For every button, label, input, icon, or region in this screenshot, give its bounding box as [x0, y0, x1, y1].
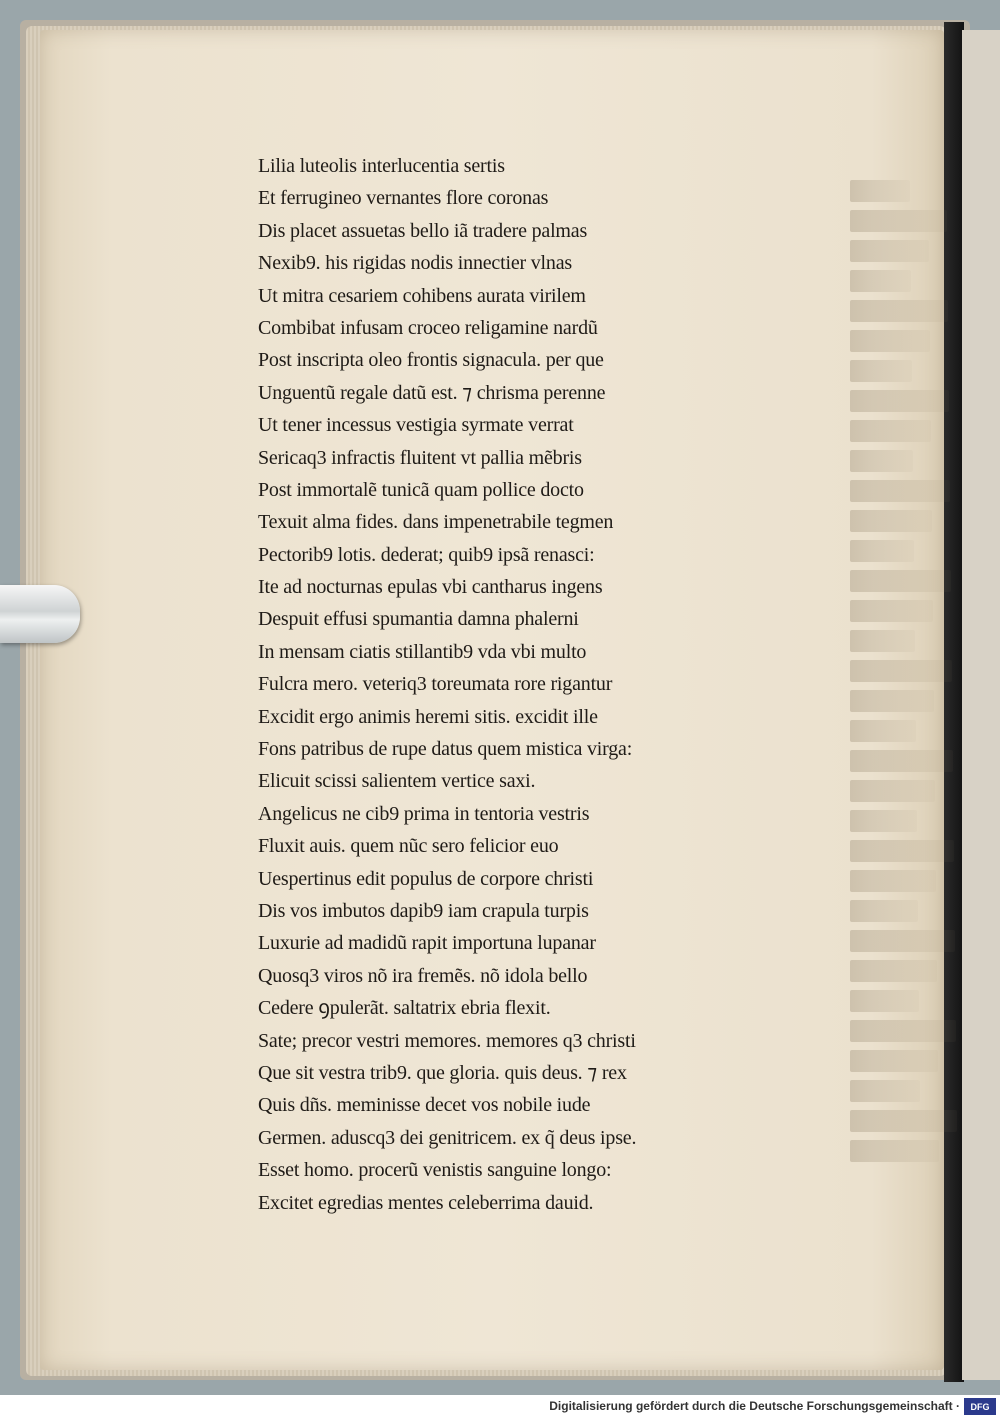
verse-line: Excitet egredias mentes celeberrima dauid.	[258, 1191, 594, 1214]
verse-line: Fulcra mero. veteriq3 toreumata rore rigantur	[258, 673, 613, 696]
bleed-mark	[850, 210, 947, 232]
verse-line: Dis placet assuetas bello iã tradere palmas	[258, 219, 588, 242]
verse-line: Et ferrugineo vernantes flore coronas	[258, 187, 549, 210]
bleed-mark	[850, 540, 914, 562]
verse-line: Fluxit auis. quem nũc sero felicior euo	[258, 835, 559, 858]
verse-line: Luxurie ad madidũ rapit importuna lupanar	[258, 932, 596, 955]
verse-line: Que sit vestra trib9. que gloria. quis deus. ⁊ rex	[258, 1061, 627, 1084]
bleed-mark	[850, 180, 910, 202]
verse-line: Post immortalẽ tunicã quam pollice docto	[258, 478, 584, 501]
verse-line: Ut tener incessus vestigia syrmate verrat	[258, 414, 574, 437]
verse-line: Germen. aduscq3 dei genitricem. ex q̃ deus ipse.	[258, 1126, 637, 1149]
bleed-mark	[850, 480, 950, 502]
bleed-mark	[850, 300, 948, 322]
verse-line: Fons patribus de rupe datus quem mistica virga:	[258, 738, 633, 761]
bleed-mark	[850, 810, 917, 832]
verse-line: Ite ad nocturnas epulas vbi cantharus ingens	[258, 576, 603, 599]
bleed-mark	[850, 1140, 939, 1162]
verse-line: Esset homo. procerũ venistis sanguine longo:	[258, 1159, 612, 1182]
bleed-mark	[850, 900, 918, 922]
verse-line: Dis vos imbutos dapib9 iam crapula turpis	[258, 899, 589, 922]
verse-line: Combibat infusam croceo religamine nardũ	[258, 316, 598, 339]
bleed-mark	[850, 720, 916, 742]
verse-block	[258, 150, 778, 1219]
verse-line: Uespertinus edit populus de corpore christi	[258, 867, 594, 890]
verse-line: Sate; precor vestri memores. memores q3 christi	[258, 1029, 636, 1052]
verse-line: Texuit alma fides. dans impenetrabile tegmen	[258, 511, 614, 534]
verse-line: In mensam ciatis stillantib9 vda vbi multo	[258, 640, 587, 663]
verse-line: Elicuit scissi salientem vertice saxi.	[258, 770, 536, 793]
page-clip	[0, 585, 80, 643]
bleed-mark	[850, 690, 934, 712]
bleed-mark	[850, 930, 955, 952]
bleed-mark	[850, 750, 953, 772]
bleed-mark	[850, 390, 949, 412]
bleed-mark	[850, 1080, 920, 1102]
verse-line: Nexib9. his rigidas nodis innectier vlnas	[258, 252, 572, 275]
bleed-mark	[850, 780, 935, 802]
bleed-mark	[850, 240, 929, 262]
bleed-mark	[850, 660, 952, 682]
verse-line: Ut mitra cesariem cohibens aurata virilem	[258, 284, 586, 307]
verse-line: Quis dñs. meminisse decet vos nobile iude	[258, 1094, 591, 1117]
bleed-mark	[850, 1020, 956, 1042]
bleed-mark	[850, 330, 930, 352]
verse-line: Angelicus ne cib9 prima in tentoria vestris	[258, 802, 590, 825]
bleed-mark	[850, 570, 951, 592]
verse-line: Unguentũ regale datũ est. ⁊ chrisma perenne	[258, 381, 606, 404]
bleed-mark	[850, 840, 954, 862]
bleed-mark	[850, 450, 913, 472]
bleed-mark	[850, 360, 912, 382]
bleed-through-text	[850, 180, 970, 1260]
bleed-mark	[850, 630, 915, 652]
bleed-mark	[850, 510, 932, 532]
bleed-mark	[850, 870, 936, 892]
funding-credit: Digitalisierung gefördert durch die Deutsche Forschungsgemeinschaft ·	[549, 1399, 960, 1413]
verse-line: Pectorib9 lotis. dederat; quib9 ipsã renasci:	[258, 543, 595, 566]
verse-line: Excidit ergo animis heremi sitis. excidit ille	[258, 705, 598, 728]
bleed-mark	[850, 1110, 957, 1132]
verse-line: Quosq3 viros nõ ira fremẽs. nõ idola bello	[258, 964, 588, 987]
bleed-mark	[850, 960, 937, 982]
bleed-mark	[850, 1050, 938, 1072]
bleed-mark	[850, 600, 933, 622]
bleed-mark	[850, 420, 931, 442]
verse-line: Sericaq3 infractis fluitent vt pallia mẽbris	[258, 446, 582, 469]
verse-line: Despuit effusi spumantia damna phalerni	[258, 608, 579, 631]
verse-line: Post inscripta oleo frontis signacula. per que	[258, 349, 604, 372]
verse-line: Lilia luteolis interlucentia sertis	[258, 155, 505, 177]
verse-line: Cedere ꝯpulerãt. saltatrix ebria flexit.	[258, 997, 551, 1020]
bleed-mark	[850, 990, 919, 1012]
dfg-logo-icon: DFG	[964, 1398, 996, 1415]
bleed-mark	[850, 270, 911, 292]
